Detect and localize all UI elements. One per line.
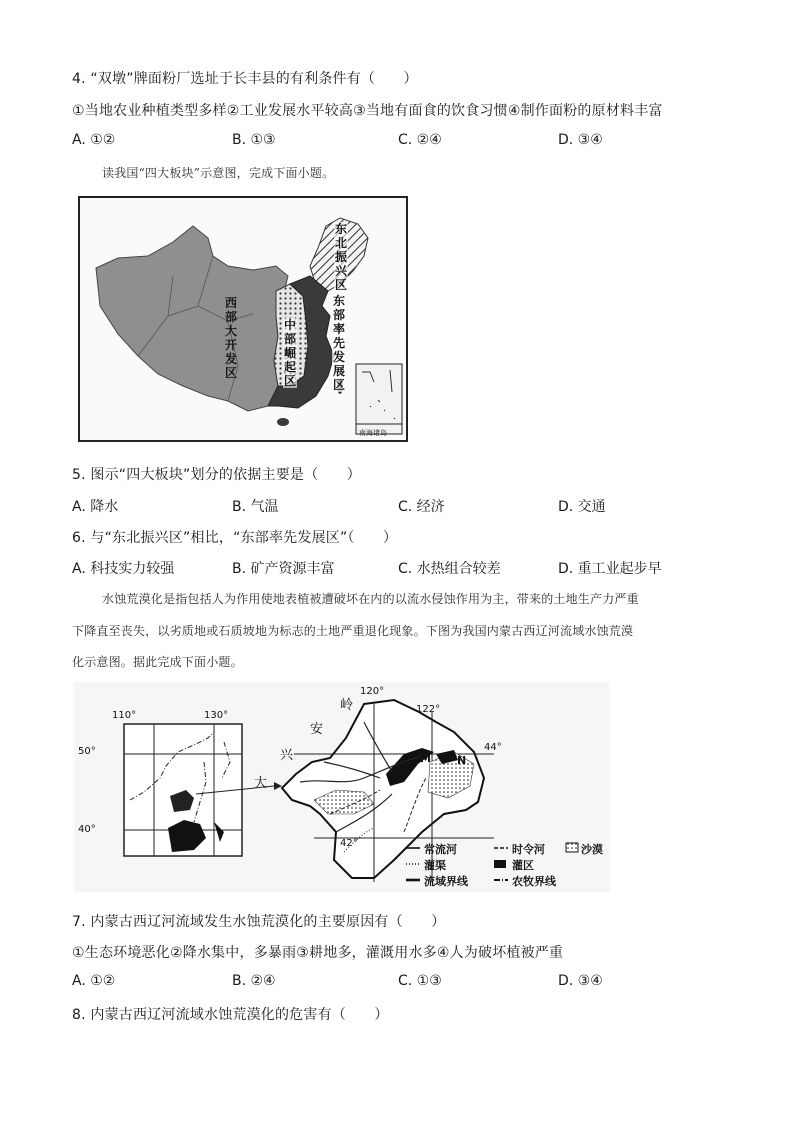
map1-intro: 读我国“四大板块”示意图，完成下面小题。 [102, 166, 335, 180]
question-7-option-a: A. ①② [72, 973, 116, 989]
mountain-char-1: 岭 [340, 698, 354, 713]
desert-icon [566, 843, 578, 852]
question-7-option-d: D. ③④ [558, 973, 603, 989]
question-6-option-b: B. 矿产资源丰富 [232, 561, 335, 577]
south-china-sea-islands-label: 南海诸岛 [359, 429, 387, 437]
question-4-option-d: D. ③④ [558, 132, 603, 148]
question-7-option-c: C. ①③ [398, 973, 442, 989]
question-5-option-a: A. 降水 [72, 499, 119, 515]
lat-42-label: 42° [340, 838, 358, 849]
point-m-label: M [420, 752, 431, 765]
question-5-stem: 5. 图示“四大板块”划分的依据主要是（ ） [72, 467, 361, 483]
mountain-char-4: 大 [254, 776, 268, 791]
question-4-items: ①当地农业种植类型多样②工业发展水平较高③当地有面食的饮食习惯④制作面粉的原材料丰富 [72, 103, 663, 119]
xiliao-river-basin-map [74, 682, 610, 892]
question-4-stem: 4. “双墩”牌面粉厂选址于长丰县的有利条件有（ ） [72, 71, 418, 87]
mountain-char-2: 安 [310, 722, 324, 737]
question-7-option-b: B. ②④ [232, 973, 276, 989]
point-n-label: N [457, 754, 467, 767]
legend-basin-boundary: 流域界线 [424, 875, 468, 888]
question-7-items: ①生态环境恶化②降水集中，多暴雨③耕地多，灌溉用水多④人为破坏植被严重 [72, 945, 564, 961]
central-region-label: 中部崛起区 [283, 318, 296, 388]
question-5-option-d: D. 交通 [558, 499, 606, 515]
china-four-regions-map [78, 196, 408, 442]
question-6-option-a: A. 科技实力较强 [72, 561, 175, 577]
lat-40-label: 40° [78, 824, 96, 835]
northeast-region-label: 东北振兴区 [334, 222, 347, 292]
question-4-option-b: B. ①③ [232, 132, 276, 148]
lat-50-label: 50° [78, 746, 96, 757]
question-6-stem: 6. 与“东北振兴区”相比，“东部率先发展区”（ ） [72, 530, 398, 546]
question-5-option-c: C. 经济 [398, 499, 445, 515]
question-6-option-d: D. 重工业起步早 [558, 561, 662, 577]
lat-44-label: 44° [484, 742, 502, 753]
question-7-stem: 7. 内蒙古西辽河流域发生水蚀荒漠化的主要原因有（ ） [72, 914, 446, 930]
legend-canal: 灌渠 [424, 859, 446, 872]
lon-110-label: 110° [112, 710, 137, 721]
legend-farming-pastoral-boundary: 农牧界线 [512, 875, 556, 888]
question-5-option-b: B. 气温 [232, 499, 279, 515]
question-4-option-a: A. ①② [72, 132, 116, 148]
legend-perennial-river: 常流河 [424, 843, 457, 856]
china-map-graphic [78, 196, 408, 442]
mountain-char-3: 兴 [280, 748, 294, 763]
west-region-label: 西部大开发区 [224, 296, 237, 380]
lon-122-label: 122° [416, 704, 441, 715]
question-4-option-c: C. ②④ [398, 132, 442, 148]
lon-120-label: 120° [360, 686, 385, 697]
legend-irrigation-area: 灌区 [512, 859, 534, 872]
question-8-stem: 8. 内蒙古西辽河流域水蚀荒漠化的危害有（ ） [72, 1007, 389, 1023]
map2-intro-line-2: 下降直至丧失，以劣质地或石质坡地为标志的土地严重退化现象。下图为我国内蒙古西辽河流域水蚀荒漠 [72, 624, 634, 638]
map2-intro-line-1: 水蚀荒漠化是指包括人为作用使地表植被遭破坏在内的以流水侵蚀作用为主，带来的土地生产力严重 [102, 592, 639, 606]
lon-130-label: 130° [204, 710, 229, 721]
map2-intro-line-3: 化示意图。据此完成下面小题。 [72, 655, 243, 669]
east-region-label: 东部率先发展区 [332, 294, 345, 392]
legend-seasonal-river: 时令河 [512, 843, 545, 856]
irrigation-area-icon [494, 860, 506, 868]
question-6-option-c: C. 水热组合较差 [398, 561, 501, 577]
legend-desert: 沙漠 [581, 843, 603, 856]
